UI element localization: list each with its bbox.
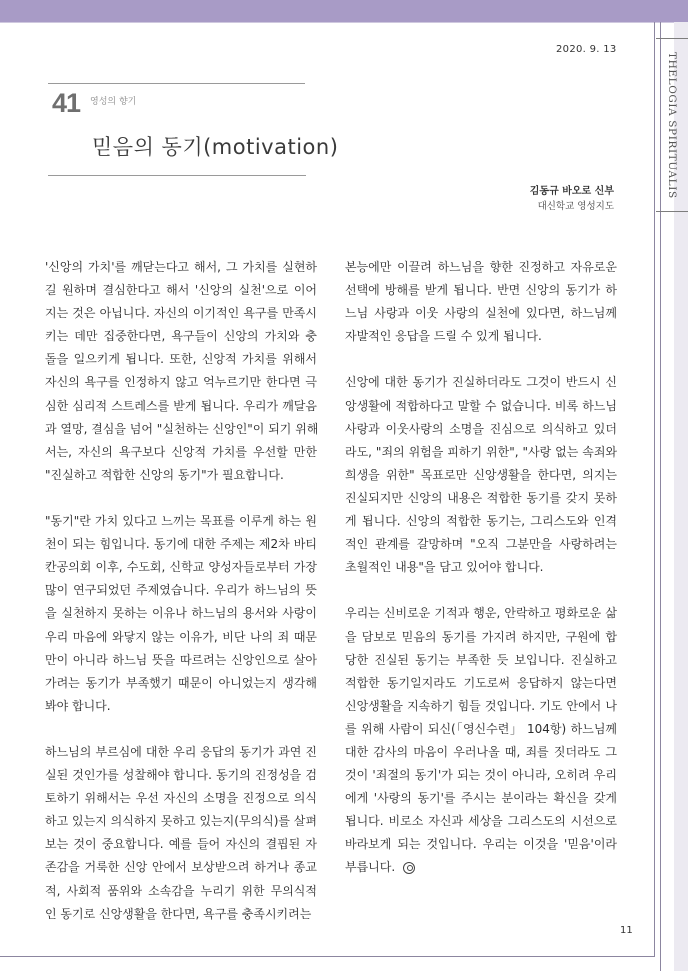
body-paragraph (345, 602, 617, 879)
text-line: 것이 '죄절의 동기'가 되는 것이 아니라, 오히려 우리 (345, 768, 617, 783)
section-side-tab (656, 38, 688, 212)
text-line: 적합한 동기일지라도 기도로써 응답하지 않는다면 (345, 675, 617, 690)
author-name: 김동규 바오로 신부 (529, 186, 614, 197)
text-line: 심한 심리적 스트레스를 받게 됩니다. 우리가 깨달음 (45, 398, 317, 413)
body-paragraph (45, 256, 317, 487)
text-line: 을 실천하지 못하는 이유나 하느님의 용서와 사랑이 (45, 606, 317, 621)
text-line: 많이 연구되었던 주제였습니다. 우리가 하느님의 뜻 (45, 583, 317, 598)
text-line: 적인 관계를 갈망하며 "오직 그분만을 사랑하려는 (345, 537, 617, 552)
text-line: 하고 있는지 의식하지 못하고 있는지(무의식)를 살펴 (45, 814, 317, 829)
text-line: 라도, "죄의 위험을 피하기 위한", "사랑 없는 속죄와 (345, 444, 617, 459)
text-line: 길 원하며 결심한다고 해서 '신앙의 실천'으로 이어 (45, 283, 317, 298)
text-line: 을 담보로 믿음의 동기를 가지려 하지만, 구원에 합 (345, 629, 617, 644)
text-line: 가려는 동기가 부족했기 때문이 아니었는지 생각해 (45, 675, 317, 690)
text-line: 보는 것이 중요합니다. 예를 들어 자신의 결핍된 자 (45, 837, 317, 852)
body-paragraph (45, 741, 317, 926)
end-of-article-icon (403, 862, 415, 874)
text-line: 지는 것은 아닙니다. 자신의 이기적인 욕구를 만족시 (45, 306, 317, 321)
text-line: 적, 사회적 품위와 소속감을 누리기 위한 무의식적 (45, 883, 317, 898)
text-line: 우리 마음에 와닿지 않는 이유가, 비단 나의 죄 때문 (45, 629, 317, 644)
text-line: 게 됩니다. 신앙의 적합한 동기는, 그리스도와 인격 (345, 514, 617, 529)
text-line: 만이 아니라 하느님 뜻을 따르려는 신앙인으로 살아 (45, 652, 317, 667)
text-line: 앙생활에 적합하다고 말할 수 없습니다. 비록 하느님 (345, 398, 617, 413)
text-line: 당한 진실된 동기는 부족한 듯 보입니다. 진실하고 (345, 652, 617, 667)
text-line: 본능에만 이끌려 하느님을 향한 진정하고 자유로운 (345, 260, 617, 274)
text-line: 느님 사랑과 이웃 사랑의 실천에 있다면, 하느님께 (345, 306, 617, 321)
text-line: 초월적인 내용"을 담고 있어야 합니다. (345, 560, 544, 575)
body-column-right (345, 256, 617, 903)
text-line: 신앙에 대한 동기가 진실하더라도 그것이 반드시 신 (345, 375, 617, 390)
text-line: 우리는 신비로운 기적과 행운, 안락하고 평화로운 삶 (345, 606, 617, 621)
text-line: 선택에 방해를 받게 됩니다. 반면 신앙의 동기가 하 (345, 283, 617, 298)
text-line: 존감을 거룩한 신앙 안에서 보상받으려 하거나 종교 (45, 860, 317, 875)
text-line: 천이 되는 힘입니다. 동기에 대한 주제는 제2차 바티 (45, 537, 317, 552)
side-tab-label: THELOGIA SPIRITUALIS (666, 51, 678, 199)
top-color-band (0, 0, 688, 22)
text-line: 사랑과 이웃사랑의 소명을 진심으로 의식하고 있더 (345, 421, 617, 436)
text-line: 자신의 욕구를 인정하지 않고 억누르기만 한다면 극 (45, 375, 317, 390)
text-line: 칸공의회 이후, 수도회, 신학교 양성자들로부터 가장 (45, 560, 317, 575)
title-rule-top (48, 83, 305, 84)
text-line: 하느님의 부르심에 대한 우리 응답의 동기가 과연 진 (45, 744, 317, 759)
text-line: 과 열망, 결심을 넘어 "실천하는 신앙인"이 되기 위해 (45, 421, 319, 436)
issue-date: 2020. 9. 13 (556, 44, 617, 55)
body-paragraph (345, 256, 617, 348)
text-line: 됩니다. 비로소 자신과 세상을 그리스도의 시선으로 (345, 814, 617, 829)
text-line: "동기"란 가치 있다고 느끼는 목표를 이루게 하는 원 (45, 514, 317, 529)
text-line: 에게 '사랑의 동기'를 주시는 분이라는 확신을 갖게 (345, 791, 617, 806)
text-line: 부릅니다. (345, 856, 617, 879)
text-line: 를 위해 사람이 되신(「영신수련」 104항) 하느님께 (345, 721, 617, 736)
series-number: 41 (52, 88, 81, 118)
text-line: 인 동기로 신앙생활을 한다면, 욕구를 충족시키려는 (45, 906, 312, 921)
page-number: 11 (620, 925, 633, 936)
series-name: 영성의 향기 (90, 97, 137, 107)
body-paragraph (345, 371, 617, 579)
body-column-left (45, 256, 317, 949)
text-line: 실된 것인가를 성찰해야 합니다. 동기의 진정성을 검 (45, 768, 317, 783)
text-line: '신앙의 가치'를 깨닫는다고 해서, 그 가치를 실현하 (45, 260, 317, 274)
author-role: 대신학교 영성지도 (537, 201, 614, 212)
text-line: 토하기 위해서는 우선 자신의 소명을 진정으로 의식 (45, 791, 317, 806)
text-line: 희생을 위한" 목표로만 신앙생활을 한다면, 의지는 (345, 467, 617, 482)
title-rule-bottom (48, 175, 306, 176)
text-line: 키는 데만 집중한다면, 욕구들이 신앙의 가치와 충 (45, 329, 317, 344)
article-title: 믿음의 동기(motivation) (92, 135, 339, 159)
text-line: "진실하고 적합한 신앙의 동기"가 필요합니다. (45, 467, 284, 482)
text-line: 신앙생활을 지속하기 힘들 것입니다. 기도 안에서 나 (345, 698, 617, 713)
text-line: 대한 감사의 마음이 우러나올 때, 죄를 짓더라도 그 (345, 744, 617, 759)
text-line: 봐야 합니다. (45, 698, 111, 713)
text-line: 돌을 일으키게 됩니다. 또한, 신앙적 가치를 위해서 (45, 352, 317, 367)
body-paragraph (45, 510, 317, 718)
text-line: 진실되지만 신앙의 내용은 적합한 동기를 갖지 못하 (345, 490, 617, 505)
text-line: 바라보게 되는 것입니다. 우리는 이것을 '믿음'이라 (345, 837, 617, 852)
text-line: 자발적인 응답을 드릴 수 있게 됩니다. (345, 329, 542, 344)
text-line: 서는, 자신의 욕구보다 신앙적 가치를 우선할 만한 (45, 444, 317, 459)
